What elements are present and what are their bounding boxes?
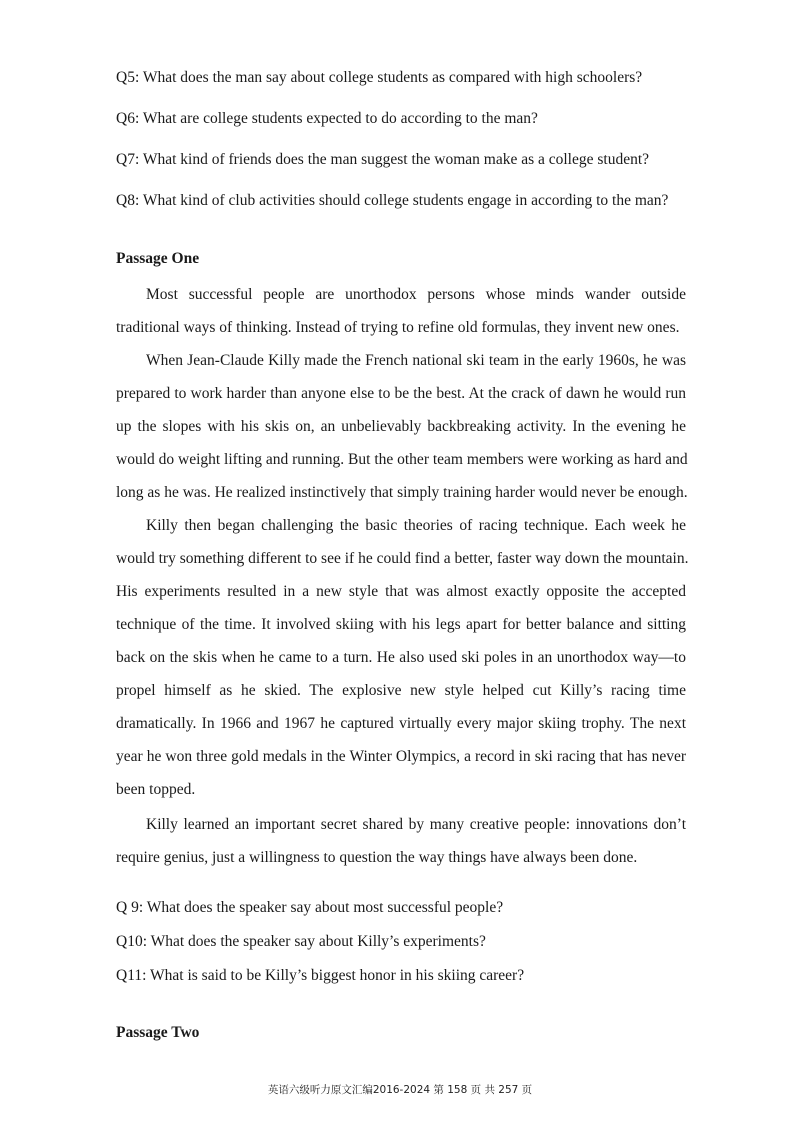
question-q7: Q7: What kind of friends does the man suggest the woman make as a college student? (116, 151, 650, 168)
passage-one-heading: Passage One (116, 250, 200, 267)
passage-two-heading: Passage Two (116, 1024, 200, 1041)
question-q5: Q5: What does the man say about college students as compared with high schoolers? (116, 69, 643, 86)
paragraph-line: up the slopes with his skis on, an unbelievably backbreaking activity. In the evening he (116, 418, 686, 435)
paragraph-line: long as he was. He realized instinctively that simply training harder would never be enough. (116, 484, 688, 501)
paragraph-line: propel himself as he skied. The explosive new style helped cut Killy’s racing time (116, 682, 686, 699)
paragraph-line: would try something different to see if he could find a better, faster way down the mountain. (116, 550, 689, 567)
paragraph-line: would do weight lifting and running. But the other team members were working as hard and (116, 451, 688, 468)
question-q9: Q 9: What does the speaker say about most successful people? (116, 899, 504, 916)
page-footer: 英语六级听力原文汇编2016-2024 第 158 页 共 257 页 (267, 1084, 533, 1096)
question-q10: Q10: What does the speaker say about Killy’s experiments? (116, 933, 486, 950)
paragraph-line: been topped. (116, 781, 196, 798)
paragraph-line: Most successful people are unorthodox persons whose minds wander outside (146, 286, 686, 303)
paragraph-line: traditional ways of thinking. Instead of trying to refine old formulas, they invent new ones. (116, 319, 680, 336)
paragraph-line: dramatically. In 1966 and 1967 he captured virtually every major skiing trophy. The next (116, 715, 686, 732)
paragraph-line: technique of the time. It involved skiing with his legs apart for better balance and sitting (116, 616, 686, 633)
question-q8: Q8: What kind of club activities should college students engage in according to the man? (116, 192, 669, 209)
question-q11: Q11: What is said to be Killy’s biggest honor in his skiing career? (116, 967, 525, 984)
paragraph-line: back on the skis when he came to a turn. He also used ski poles in an unorthodox way—to (116, 649, 686, 666)
paragraph-line: When Jean-Claude Killy made the French national ski team in the early 1960s, he was (146, 352, 686, 369)
question-q6: Q6: What are college students expected to do according to the man? (116, 110, 538, 127)
paragraph-line: His experiments resulted in a new style that was almost exactly opposite the accepted (116, 583, 686, 600)
paragraph-line: year he won three gold medals in the Winter Olympics, a record in ski racing that has never (116, 748, 686, 765)
paragraph-line: Killy learned an important secret shared by many creative people: innovations don’t (146, 816, 686, 833)
paragraph-line: Killy then began challenging the basic theories of racing technique. Each week he (146, 517, 686, 534)
paragraph-line: require genius, just a willingness to question the way things have always been done. (116, 849, 638, 866)
paragraph-line: prepared to work harder than anyone else to be the best. At the crack of dawn he would run (116, 385, 686, 402)
